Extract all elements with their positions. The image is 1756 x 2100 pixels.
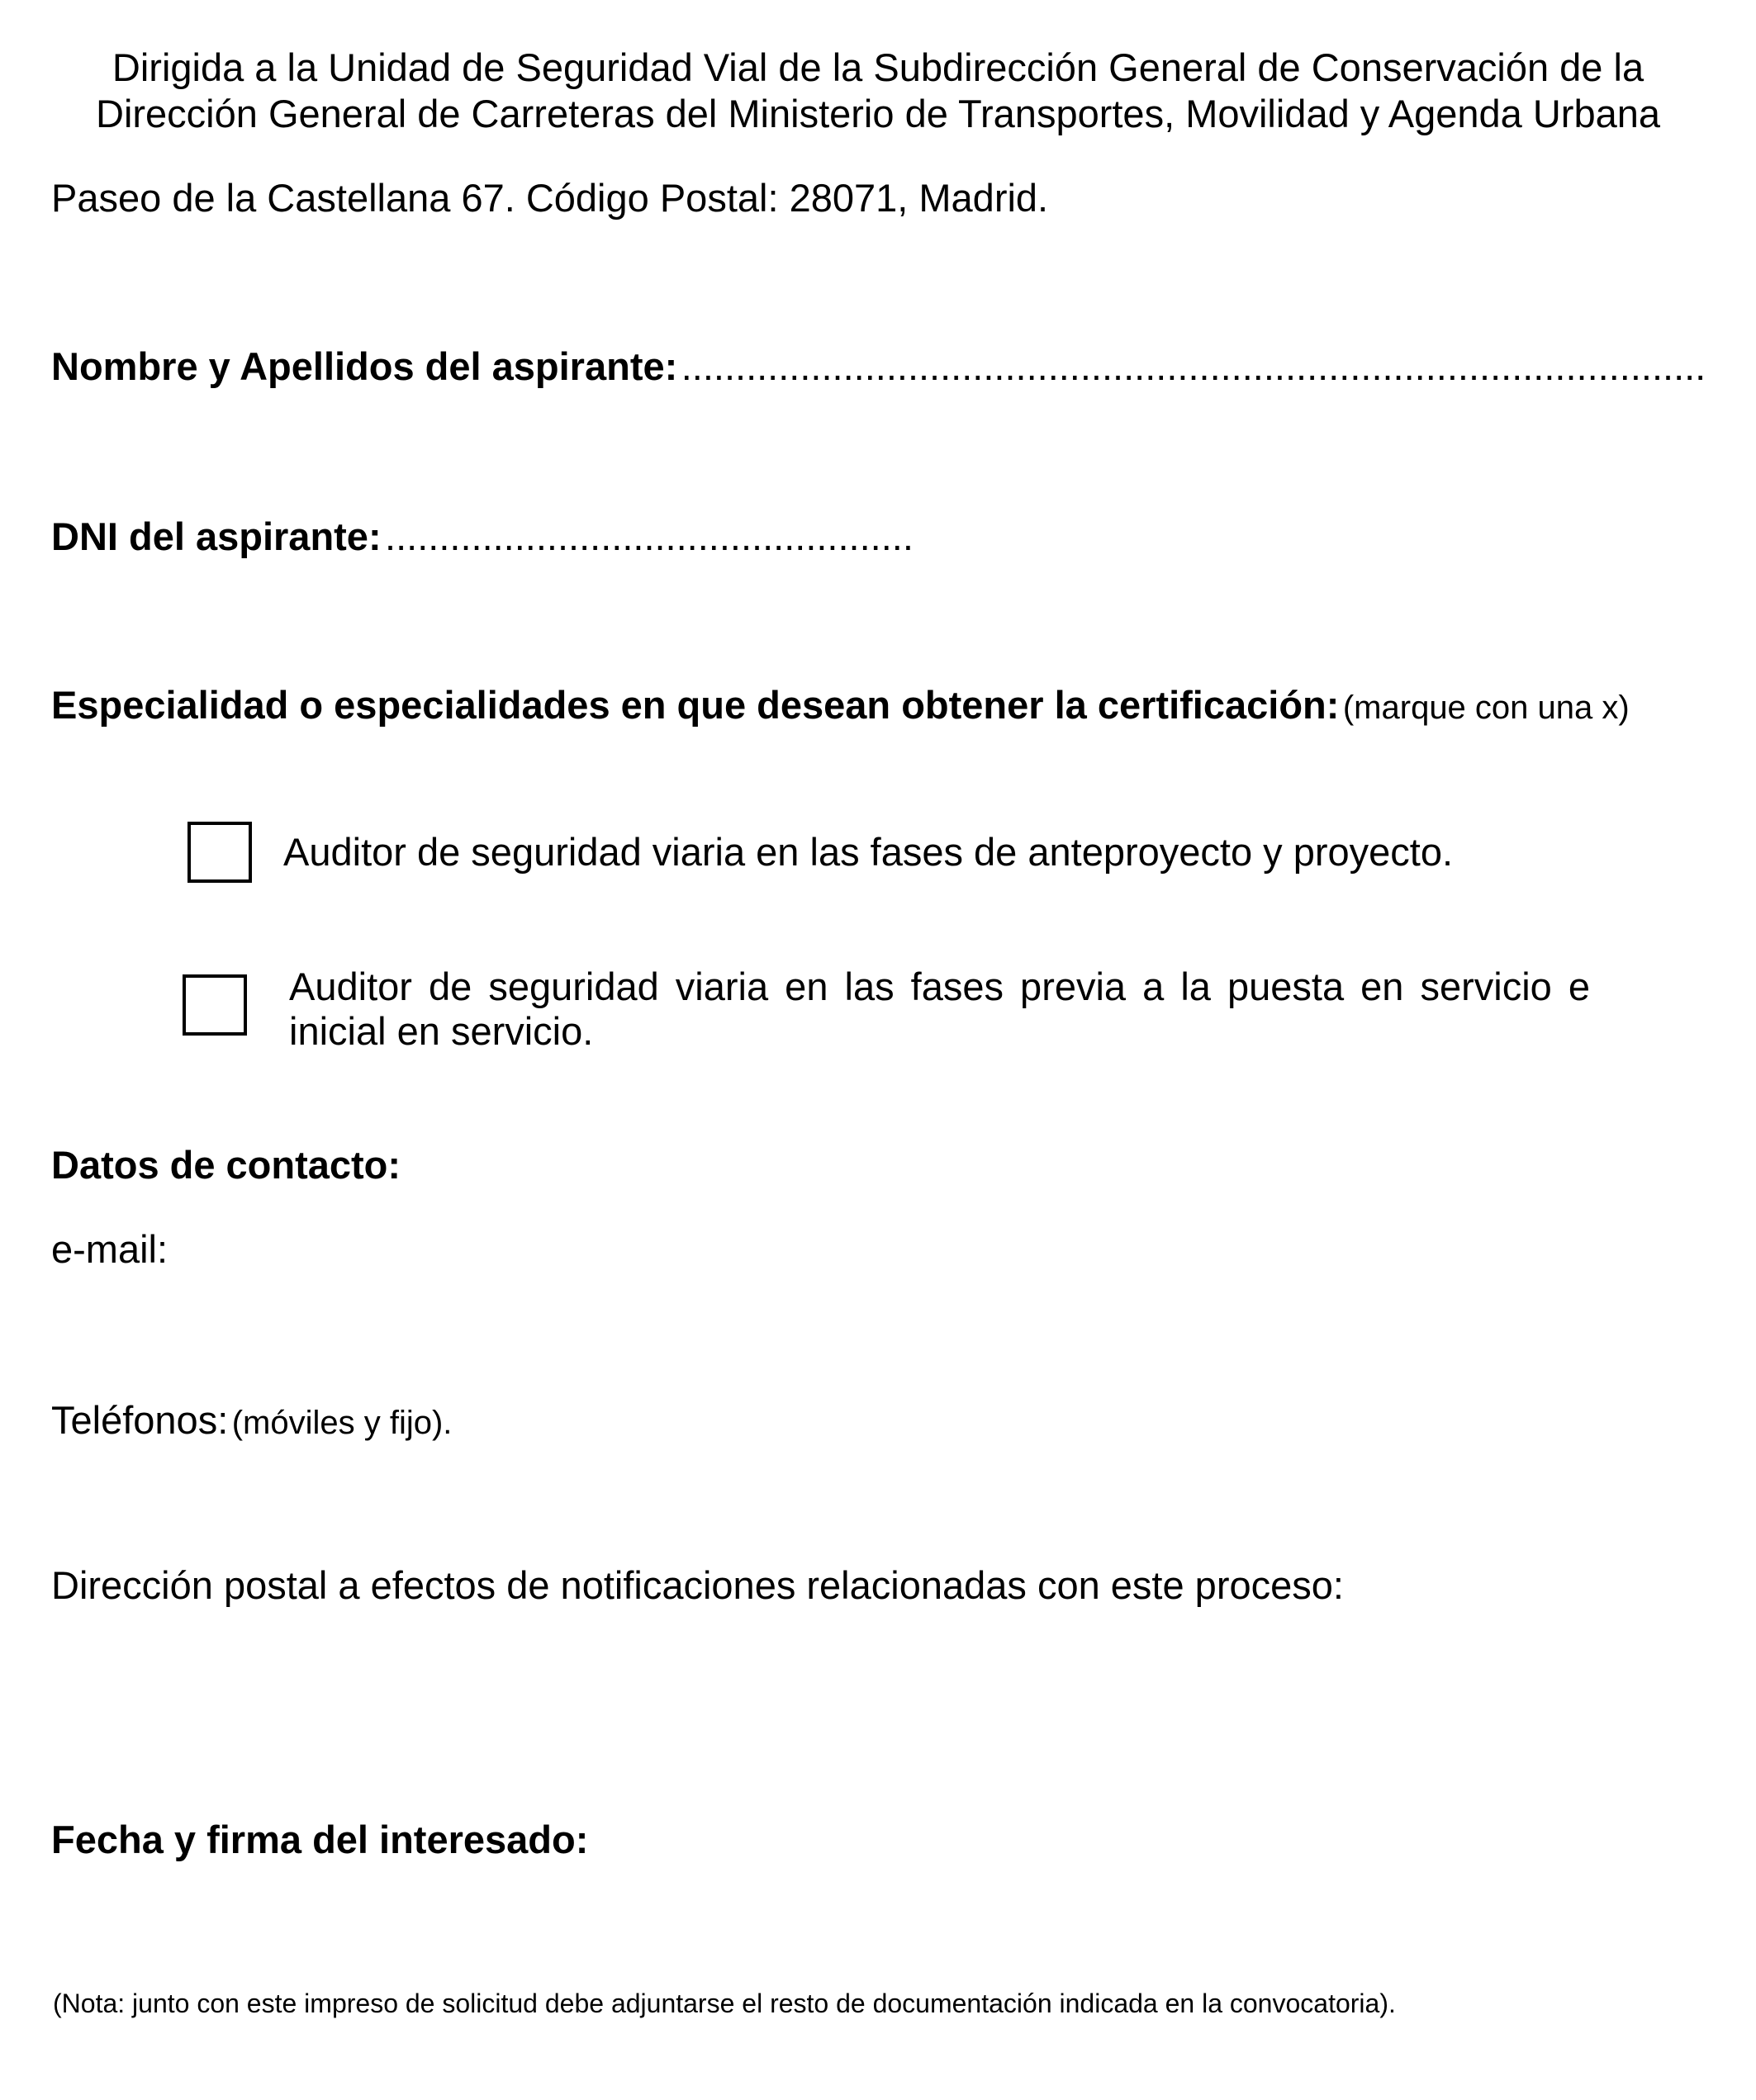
specialty-checkbox-1[interactable] [187, 822, 252, 883]
footer-note: (Nota: junto con este impreso de solicitud debe adjuntarse el resto de documentación indicada en la convocatoria). [53, 1989, 1396, 2018]
email-label: e-mail: [51, 1227, 168, 1271]
specialty-option-1-label: Auditor de seguridad viaria en las fases de anteproyecto y proyecto. [283, 830, 1454, 874]
name-field-label: Nombre y Apellidos del aspirante: [51, 344, 678, 388]
name-field-dots[interactable]: ............................................................................................... [681, 344, 1706, 388]
dni-field-dots[interactable]: ................................................. [385, 514, 914, 558]
specialty-checkbox-2[interactable] [183, 974, 247, 1036]
specialty-option-2-label: Auditor de seguridad viaria en las fases previa a la puesta en servicio e inicial en servicio. [289, 965, 1590, 1053]
phones-row [51, 1397, 452, 1446]
phones-hint: (móviles y fijo). [231, 1405, 453, 1441]
phones-label: Teléfonos: [51, 1398, 229, 1442]
contact-heading: Datos de contacto: [51, 1143, 401, 1187]
dni-field-row[interactable] [51, 514, 914, 560]
specialty-label: Especialidad o especialidades en que desean obtener la certificación: [51, 683, 1340, 727]
dni-field-label: DNI del aspirante: [51, 514, 382, 558]
specialty-heading-row [51, 682, 1630, 731]
name-field-row[interactable] [51, 344, 1706, 390]
postal-address-label: Dirección postal a efectos de notificaciones relacionadas con este proceso: [51, 1563, 1344, 1607]
signature-label: Fecha y firma del interesado: [51, 1818, 589, 1861]
header-line-2: Dirección General de Carreteras del Ministerio de Transportes, Movilidad y Agenda Urbana [96, 92, 1660, 135]
office-address: Paseo de la Castellana 67. Código Postal: 28071, Madrid. [51, 176, 1049, 220]
header-line-1: Dirigida a la Unidad de Seguridad Vial de la Subdirección General de Conservación de la [112, 45, 1644, 89]
specialty-hint: (marque con una x) [1342, 690, 1630, 726]
